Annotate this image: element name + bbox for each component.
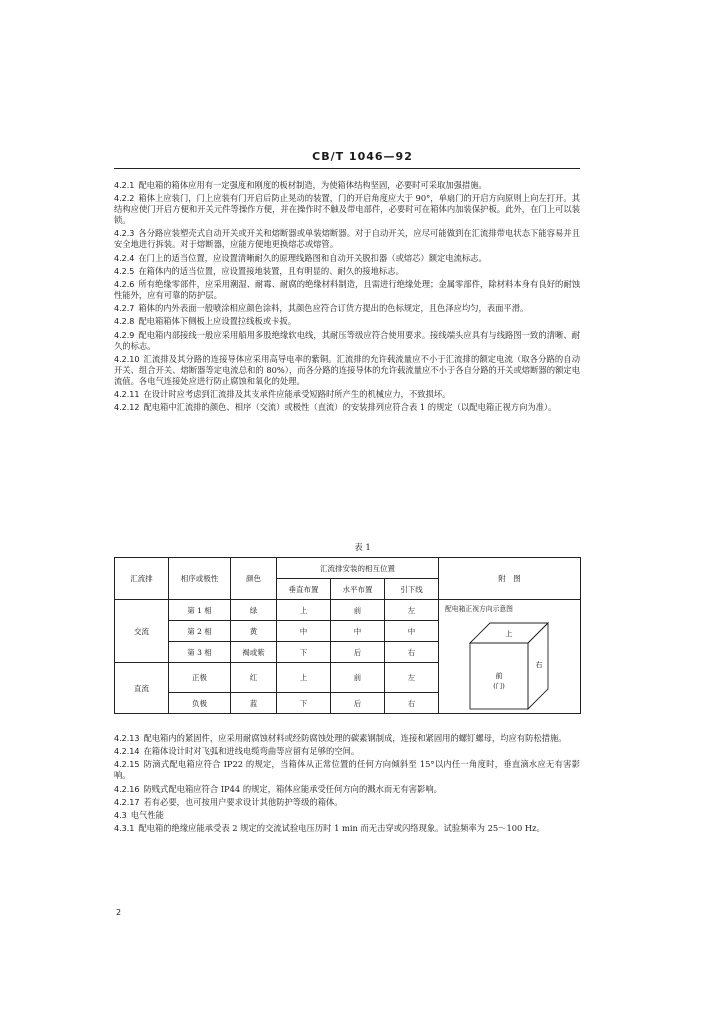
table-cell: 红 [231, 663, 277, 693]
clause-4-2-12 [114, 402, 580, 413]
clause-text: 汇流排及其分路的连接导体应采用高导电率的紫铜。汇流排的允许载流量应不小于汇流排的额定电流（取各分路的自动开关、组合开关、熔断器等定电流总和的 80%），而各分路的连接导体的允许载流量应不小于各自分路的开关或熔断器的额定电流值。各电气连接处应进行防止腐蚀和氧化的处理。 [114, 353, 580, 386]
clause-number: 4.2.16 [114, 784, 140, 794]
clause-number: 4.2.17 [114, 797, 140, 807]
table-cell: 绿 [231, 600, 277, 621]
clause-text: 配电箱内部接线一般应采用船用多股绝缘软电线，其耐压等级应符合使用要求。接线端头应具有与线路图一致的清晰、耐久的标志。 [114, 329, 580, 351]
clause-4-2-2 [114, 193, 580, 226]
clause-4-2-13 [114, 733, 580, 744]
standard-header: CB/T 1046—92 [312, 150, 413, 163]
table-cell: 下 [277, 693, 331, 714]
clause-4-2-17 [114, 797, 580, 808]
top-text-block [114, 180, 580, 415]
bottom-text-block [114, 733, 580, 836]
clause-text: 在箱体设计时对飞弧和进线电缆弯曲等应留有足够的空间。 [143, 746, 360, 757]
table-cell: 下 [277, 642, 331, 663]
clause-number: 4.3 [114, 810, 127, 820]
clause-text: 电气性能 [130, 809, 164, 820]
clause-number: 4.2.9 [114, 330, 135, 340]
clause-number: 4.2.4 [114, 253, 135, 263]
clause-text: 箱体上应装门，门上应装有门开启后防止晃动的装置，门的开启角度应大于 90°，单扇门的开启方向原则上向左打开。其结构应使门开启方便和开关元件等操作方便，并在操作时不触及带电部件，必要时可在箱体内加装保护板。此外，在门上可以装锁。 [114, 193, 580, 226]
table-cell: 上 [277, 663, 331, 693]
clause-text: 配电箱的箱体应用有一定强度和刚度的板材制造，为使箱体结构坚固，必要时可采取加强措施。 [138, 180, 487, 190]
figure-cell [439, 600, 581, 714]
label-right: 右 [535, 661, 543, 669]
clause-number: 4.2.1 [114, 181, 135, 190]
clause-4-2-15 [114, 759, 580, 781]
header-position-group: 汇流排安装的相互位置 [277, 558, 439, 579]
clause-text: 配电箱中汇流排的颜色、相序（交流）或极性（直流）的安装排列应符合表 1 的规定（以配电箱正视方向为准）。 [143, 402, 557, 413]
clause-number: 4.2.12 [114, 403, 140, 413]
cabinet-diagram [460, 615, 560, 713]
table-cell: 后 [331, 642, 385, 663]
clause-4-2-3 [114, 228, 580, 250]
header-vertical: 垂直布置 [277, 579, 331, 600]
clause-text: 在门上的适当位置，应设置清晰耐久的原理线路图和自动开关脱扣器（或熔芯）额定电流标志。 [138, 252, 487, 263]
clause-4-2-8 [114, 316, 580, 327]
clause-text: 防滴式配电箱应符合 IP22 的规定，当箱体从正常位置的任何方向倾斜至 15°以内任一角度时，垂直滴水应无有害影响。 [114, 759, 580, 781]
clause-number: 4.2.2 [114, 194, 135, 204]
busbar-table [114, 557, 581, 714]
header-horizontal: 水平布置 [331, 579, 385, 600]
table-cell: 中 [385, 621, 439, 642]
table-cell: 右 [385, 693, 439, 714]
clause-number: 4.2.11 [114, 389, 140, 399]
header-color: 颜色 [231, 558, 277, 600]
clause-text: 在设计时应考虑到汇流排及其支承件应能承受短路时所产生的机械应力，不致损坏。 [143, 388, 451, 399]
table-cell: 褐或紫 [231, 642, 277, 663]
label-front: 前 [495, 672, 503, 680]
table-cell: 第 2 相 [169, 621, 231, 642]
clause-4-2-1 [114, 180, 580, 191]
clause-4-2-6 [114, 279, 580, 301]
clause-text: 在箱体内的适当位置，应设置接地装置，且有明显的、耐久的接地标志。 [138, 265, 404, 276]
table-cell: 前 [331, 600, 385, 621]
clause-text: 各分路应装塑壳式自动开关或开关和熔断器或单装熔断器。对于自动开关，应尽可能做到在汇流排带电状态下能容易并且安全地进行拆装。对于熔断器，应能方便地更换熔芯或熔管。 [114, 228, 580, 250]
table-caption: 表 1 [354, 543, 371, 553]
table-cell: 前 [331, 663, 385, 693]
table-cell: 左 [385, 663, 439, 693]
clause-text: 配电箱的绝缘应能承受表 2 规定的交流试验电压历时 1 min 而无击穿或闪络现象。试验频率为 25～100 Hz。 [138, 823, 545, 834]
label-top: 上 [505, 630, 513, 638]
busbar-ac: 交流 [115, 600, 169, 663]
clause-4-2-5 [114, 266, 580, 277]
table-cell: 左 [385, 600, 439, 621]
clause-4-2-7 [114, 303, 580, 314]
header-lead: 引下线 [385, 579, 439, 600]
section-4-3 [114, 810, 580, 821]
clause-text: 所有绝缘零部件，应采用潮湿、耐霉、耐腐的绝缘材料制造，且需进行绝缘处理；金属零部件，除材料本身有良好的耐蚀性能外，应有可靠的防护层。 [114, 278, 580, 300]
clause-text: 防贱式配电箱应符合 IP44 的规定，箱体应能承受任何方向的溅水而无有害影响。 [143, 783, 442, 794]
clause-number: 4.2.5 [114, 266, 135, 276]
label-door: (门) [492, 682, 505, 690]
table-cell: 第 1 相 [169, 600, 231, 621]
clause-number: 4.2.10 [114, 354, 140, 364]
table-cell: 上 [277, 600, 331, 621]
clause-4-2-11 [114, 389, 580, 400]
clause-number: 4.3.1 [114, 824, 135, 834]
header-rule [114, 168, 580, 169]
table-cell: 负极 [169, 693, 231, 714]
clause-text: 配电箱箱体下侧板上应设置拉线板或卡扳。 [138, 316, 297, 327]
clause-4-2-16 [114, 784, 580, 795]
clause-text: 配电箱内的紧固件，应采用耐腐蚀材料或经防腐蚀处理的碳素钢制成，连接和紧固用的螺钉螺母，均应有防松措施。 [143, 733, 567, 743]
clause-text: 若有必要，也可按用户要求设计其他防护等级的箱体。 [143, 796, 343, 807]
clause-4-3-1 [114, 823, 580, 834]
table-cell: 中 [277, 621, 331, 642]
table-cell: 蓝 [231, 693, 277, 714]
table-cell: 第 3 相 [169, 642, 231, 663]
clause-number: 4.2.8 [114, 317, 135, 327]
table-cell: 右 [385, 642, 439, 663]
clause-4-2-14 [114, 746, 580, 757]
clause-4-2-9 [114, 330, 580, 352]
header-busbar: 汇流排 [115, 558, 169, 600]
clause-number: 4.2.6 [114, 279, 135, 289]
figure-caption: 配电箱正视方向示意图 [445, 605, 513, 613]
clause-number: 4.2.13 [114, 734, 140, 743]
header-phase: 相序或极性 [169, 558, 231, 600]
table-cell: 黄 [231, 621, 277, 642]
page-number: 2 [116, 908, 122, 917]
clause-number: 4.2.14 [114, 747, 140, 757]
header-figure: 附 图 [439, 558, 581, 600]
busbar-dc: 直流 [115, 663, 169, 714]
table-cell: 正极 [169, 663, 231, 693]
table-cell: 后 [331, 693, 385, 714]
clause-text: 箱体的内外表面一般喷涂相应颜色涂料，其颜色应符合订货方提出的色标规定，且色泽应均匀，表面平滑。 [138, 303, 529, 314]
clause-number: 4.2.7 [114, 304, 135, 314]
clause-number: 4.2.3 [114, 229, 135, 239]
table-cell: 中 [331, 621, 385, 642]
clause-4-2-10 [114, 354, 580, 387]
clause-4-2-4 [114, 253, 580, 264]
clause-number: 4.2.15 [114, 760, 140, 770]
